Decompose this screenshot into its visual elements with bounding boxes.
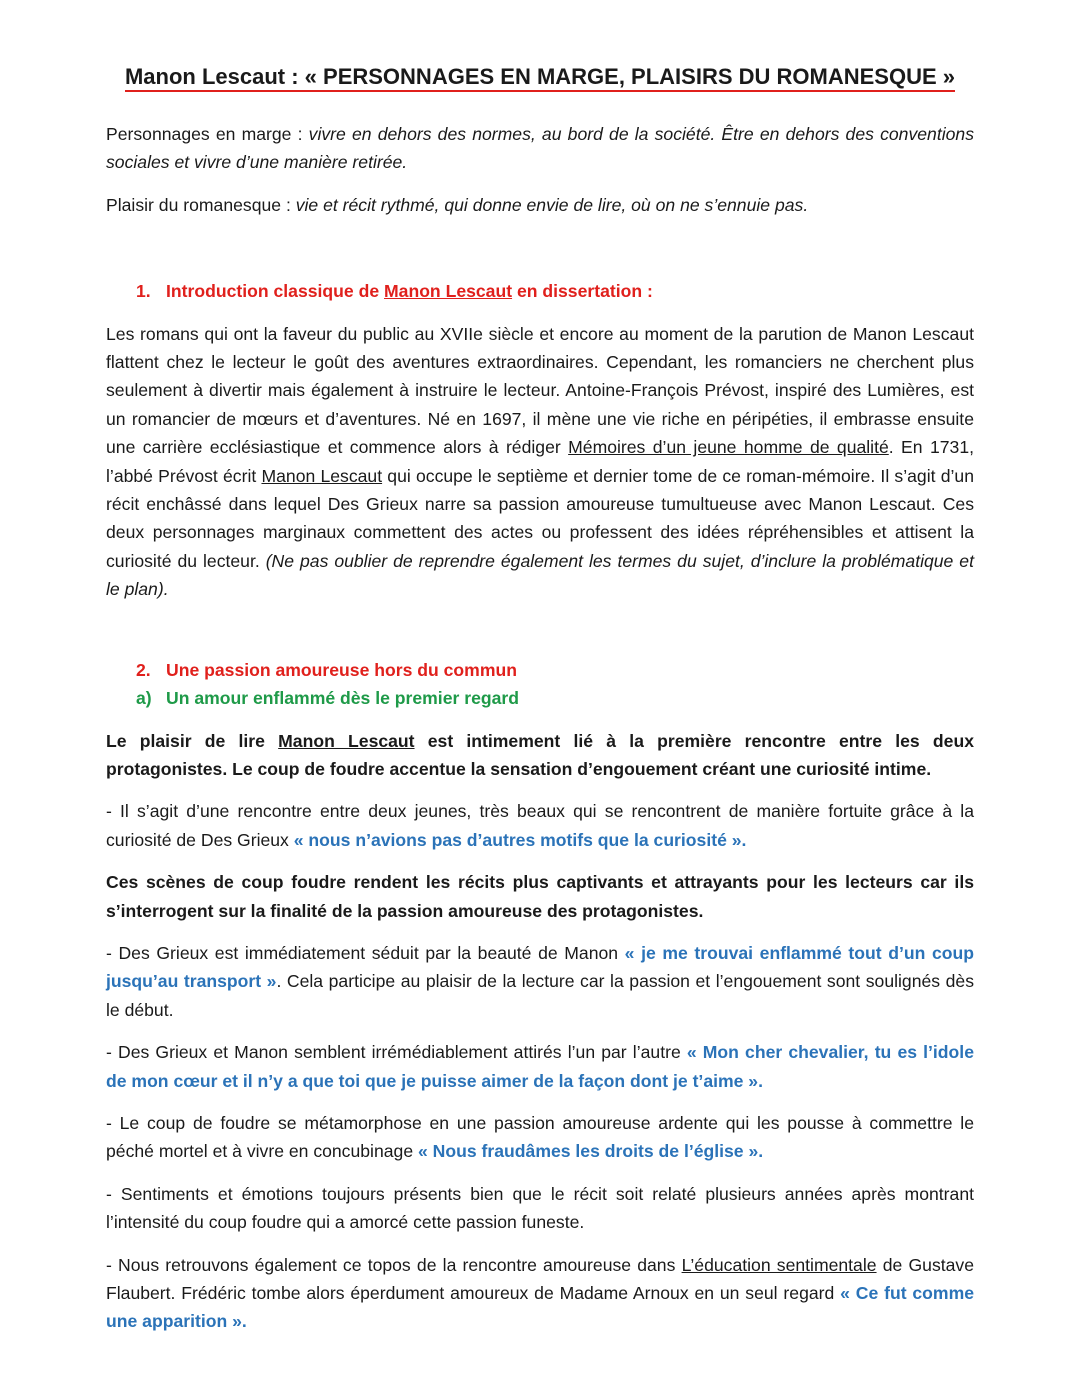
point-5: - Sentiments et émotions toujours présents bien que le récit soit relaté plusieurs années après montrant l’intensité du coup foudre qui a amorcé cette passion funeste. [106,1183,974,1233]
section-2a-heading: a) Un amour enflammé dès le premier regard [136,688,519,709]
bold-statement-2: Ces scènes de coup foudre rendent les récits plus captivants et attrayants pour les lecteurs car ils s’interrogent sur la finalité de la passion amoureuse des protagonistes. [106,872,974,921]
section-1-heading: 1. Introduction classique de Manon Lescaut en dissertation : [136,281,653,302]
definition-marge: Personnages en marge : vivre en dehors des normes, au bord de la société. Être en dehors des conventions sociales et vivre d’une manière retirée. [106,124,974,173]
point-2: - Des Grieux est immédiatement séduit par la beauté de Manon « je me trouvai enflammé tout d’un coup jusqu’au transport ». Cela participe au plaisir de la lecture car la passion et l’engouement sont soulignés dès le début. [106,942,974,1020]
intro-paragraph: Les romans qui ont la faveur du public au XVIIe siècle et encore au moment de la parution de Manon Lescaut flattent chez le lecteur le goût des aventures extraordinaires. Cependant, les romanciers ne cherchent plus seulement à divertir mais également à instruire le lecteur. Antoine-François Prévost, inspiré des Lumières, est un romancier de mœurs et d’aventures. Né en 1697, il mène une vie riche en péripéties, il embrasse ensuite une carrière ecclésiastique et commence alors à rédiger Mémoires d’un jeune homme de qualité. En 1731, l’abbé Prévost écrit Manon Lescaut qui occupe le septième et dernier tome de ce roman-mémoire. Il s’agit d’un récit enchâssé dans lequel Des Grieux narre sa passion amoureuse tumultueuse avec Manon Lescaut. Ces deux personnages marginaux commettent des actes ou professent des idées répréhensibles et attisent la curiosité du lecteur. (Ne pas oublier de reprendre également les termes du sujet, d’inclure la problématique et le plan). [106,323,975,600]
quote: « Mon cher chevalier, tu es l’idole de mon cœur et il n’y a que toi que je puisse aimer de la façon dont je t’aime ». [106,1042,974,1091]
document-title: Manon Lescaut : « PERSONNAGES EN MARGE, PLAISIRS DU ROMANESQUE » [106,64,974,90]
bold-statement-1: Le plaisir de lire Manon Lescaut est intimement lié à la première rencontre entre les deux protagonistes. Le coup de foudre accentue la sensation d’engouement créant une curiosité intime. [106,730,974,779]
definition-romanesque: Plaisir du romanesque : vie et récit rythmé, qui donne envie de lire, où on ne s’ennuie pas. [106,194,809,215]
quote: « Ce fut comme une apparition ». [106,1283,974,1332]
document-page [106,60,974,1336]
book-title: L’éducation sentimentale [681,1254,877,1275]
point-4: - Le coup de foudre se métamorphose en une passion amoureuse ardente qui les pousse à commettre le péché mortel et à vivre en concubinage « Nous fraudâmes les droits de l’église ». [106,1112,974,1162]
section-2-heading: 2. Une passion amoureuse hors du commun [136,659,517,680]
quote: « nous n’avions pas d’autres motifs que la curiosité ». [293,829,747,850]
book-title: Manon Lescaut [261,465,383,486]
quote: « je me trouvai enflammé tout d’un coup jusqu’au transport » [106,942,974,992]
point-6: - Nous retrouvons également ce topos de la rencontre amoureuse dans L’éducation sentimentale de Gustave Flaubert. Frédéric tombe alors éperdument amoureux de Madame Arnoux en un seul regard « Ce fut comme une apparition ». [106,1254,974,1332]
intro-note: (Ne pas oublier de reprendre également les termes du sujet, d’inclure la problématique et le plan). [106,550,974,600]
point-1: - Il s’agit d’une rencontre entre deux jeunes, très beaux qui se rencontrent de manière fortuite grâce à la curiosité de Des Grieux « nous n’avions pas d’autres motifs que la curiosité ». [106,801,974,850]
point-3: - Des Grieux et Manon semblent irrémédiablement attirés l’un par l’autre « Mon cher chevalier, tu es l’idole de mon cœur et il n’y a que toi que je puisse aimer de la façon dont je t’aime ». [106,1042,974,1091]
book-title: Mémoires d’un jeune homme de qualité [568,437,889,458]
quote: « Nous fraudâmes les droits de l’église ». [418,1141,764,1162]
